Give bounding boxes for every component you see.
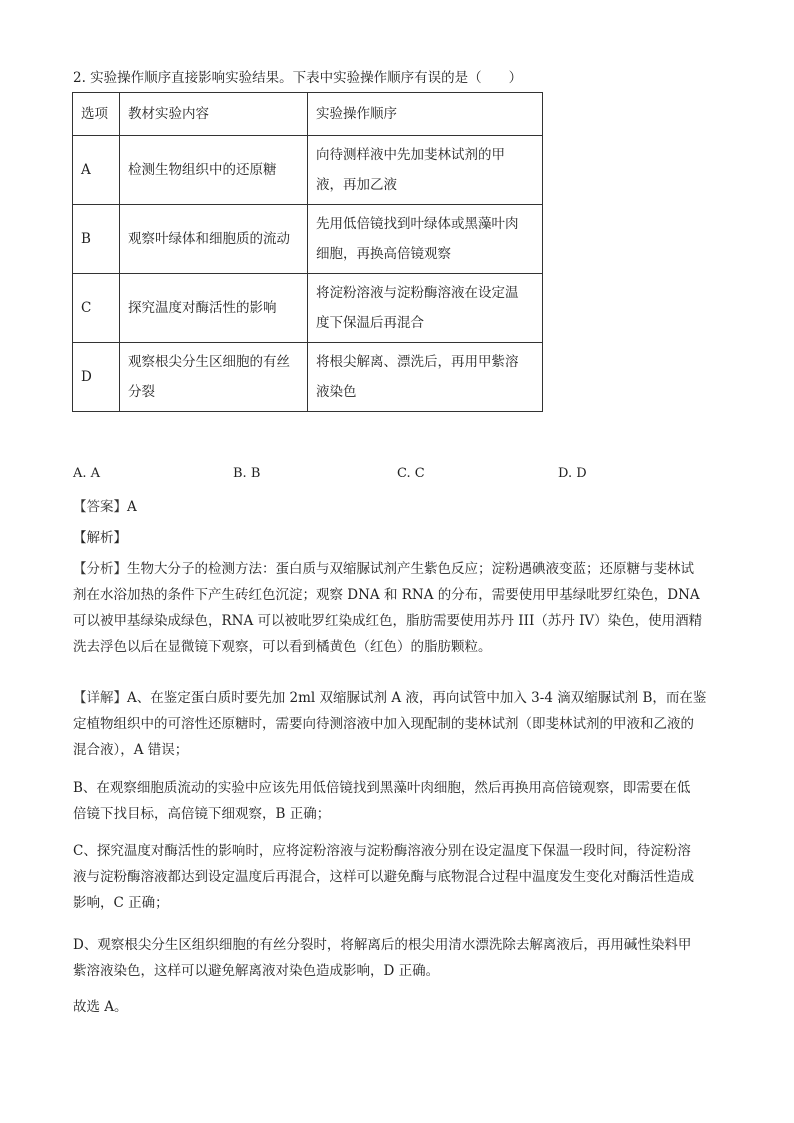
content-line: 观察根尖分生区细胞的有丝 [128,354,290,370]
procedure-line: 将淀粉溶液与淀粉酶溶液在设定温 [316,285,519,301]
detail-c [73,838,723,916]
fenxi-label: 【分析】 [73,561,127,577]
fenxi-text: 生物大分子的检测方法：蛋白质与双缩脲试剂产生紫色反应；淀粉遇碘液变蓝；还原糖与斐林试 [127,561,694,577]
question-title: 2. 实验操作顺序直接影响实验结果。下表中实验操作顺序有误的是（ ） [73,70,523,86]
experiment-table [72,92,543,412]
table-row [73,205,543,274]
content-line: 观察叶绿体和细胞质的流动 [128,231,290,247]
row-procedure [308,343,543,412]
detail-line: 倍镜下找目标，高倍镜下细观察，B 正确； [73,806,331,822]
row-content [120,205,308,274]
fenxi-line: 洗去浮色以后在显微镜下观察，可以看到橘黄色（红色）的脂肪颗粒。 [73,639,492,655]
header-option: 选项 [73,93,120,136]
table-row [73,343,543,412]
detail-line: B、在观察细胞质流动的实验中应该先用低倍镜找到黑藻叶肉细胞，然后再换用高倍镜观察，即需要在低 [73,780,691,796]
answer-choices [73,466,633,486]
procedure-line: 将根尖解离、漂洗后，再用甲紫溶 [316,354,519,370]
table-row [73,274,543,343]
row-option: C [73,274,120,343]
fenxi-line: 剂在水浴加热的条件下产生砖红色沉淀；观察 DNA 和 RNA 的分布，需要使用甲基绿吡罗红染色，DNA [73,587,700,603]
choice-b: B. B [233,466,261,481]
answer-value: A [127,499,137,515]
xiangjie-line: 定植物组织中的可溶性还原糖时，需要向待测溶液中加入现配制的斐林试剂（即斐林试剂的甲液和乙液的 [73,716,694,732]
choice-d: D. D [558,466,587,481]
procedure-line: 液，再加乙液 [316,177,397,193]
row-option: D [73,343,120,412]
header-content: 教材实验内容 [120,93,308,136]
choice-a: A. A [73,466,101,481]
procedure-line: 先用低倍镜找到叶绿体或黑藻叶肉 [316,216,519,232]
procedure-line: 度下保温后再混合 [316,315,424,331]
choice-c: C. C [397,466,425,481]
procedure-line: 细胞，再换高倍镜观察 [316,246,451,262]
detail-line: 影响，C 正确； [73,895,169,911]
table-header-row [73,93,543,136]
xiangjie-text: A、在鉴定蛋白质时要先加 2ml 双缩脲试剂 A 液，再向试管中加入 3-4 滴双缩脲试剂 B，而在鉴 [127,690,707,706]
answer-label: 【答案】 [73,499,127,515]
row-option: B [73,205,120,274]
detail-line: 液与淀粉酶溶液都达到设定温度后再混合，这样可以避免酶与底物混合过程中温度发生变化对酶活性造成 [73,869,694,885]
detail-line: C、探究温度对酶活性的影响时，应将淀粉溶液与淀粉酶溶液分别在设定温度下保温一段时间，待淀粉溶 [73,843,691,859]
detail-b [73,775,723,827]
row-content [120,136,308,205]
fenxi-line [73,556,723,582]
procedure-line: 液染色 [316,384,357,400]
xiangjie-line [73,685,723,711]
header-procedure: 实验操作顺序 [308,93,543,136]
row-content [120,274,308,343]
procedure-line: 向待测样液中先加斐林试剂的甲 [316,147,505,163]
row-procedure [308,136,543,205]
fenxi-line: 可以被甲基绿染成绿色，RNA 可以被吡罗红染成红色，脂肪需要使用苏丹 III（苏丹 IV）染色，使用酒精 [73,613,703,629]
content-line: 分裂 [128,384,155,400]
detail-line: 紫溶液染色，这样可以避免解离液对染色造成影响，D 正确。 [73,963,440,979]
content-line: 探究温度对酶活性的影响 [128,300,277,316]
detail-line: D、观察根尖分生区组织细胞的有丝分裂时，将解离后的根尖用清水漂洗除去解离液后，再用碱性染料甲 [73,937,692,953]
answer-line [73,494,723,520]
content-line: 检测生物组织中的还原糖 [128,162,277,178]
row-procedure [308,205,543,274]
xiangjie-line: 混合液），A 错误； [73,742,189,758]
table-row [73,136,543,205]
xiangjie-paragraph [73,685,723,763]
detail-d [73,932,723,984]
analysis-heading: 【解析】 [73,530,127,546]
row-procedure [308,274,543,343]
conclusion: 故选 A。 [73,999,128,1015]
fenxi-paragraph [73,556,723,660]
row-option: A [73,136,120,205]
row-content [120,343,308,412]
xiangjie-label: 【详解】 [73,690,127,706]
